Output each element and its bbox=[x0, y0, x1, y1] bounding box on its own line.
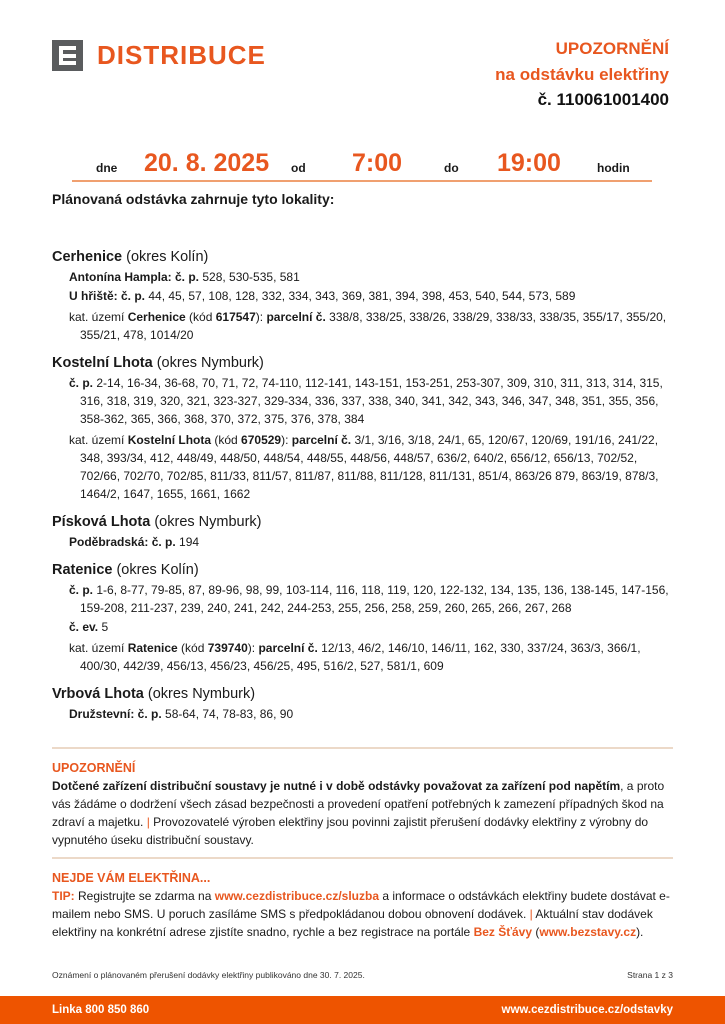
warning-text bbox=[52, 777, 677, 849]
text-segment: 2-14, 16-34, 36-68, 70, 71, 72, 74-110, 112-141, 143-151, 153-251, 253-307, 309, 310, 311, 313, 314, 315, 316, 318, 319, 320, 321, 323-327, 329-334, 336, 337, 338, 340, 341, 342, 343, 346, 347, 348, 351, 355, 356, 358-362, 365, 366, 368, 370, 372, 375, 376, 378, 384 bbox=[80, 376, 663, 426]
text-segment: (kód bbox=[211, 433, 242, 447]
text-segment: (kód bbox=[177, 641, 208, 655]
label-hodin: hodin bbox=[597, 161, 630, 175]
warning-bold: Dotčené zařízení distribuční soustavy je nutné i v době odstávky považovat za zařízení pod napětím bbox=[52, 779, 621, 793]
cadastral-line bbox=[52, 431, 677, 503]
text-segment: ): bbox=[281, 433, 292, 447]
text-segment: ): bbox=[255, 310, 267, 324]
text: ). bbox=[636, 925, 644, 939]
pipe-separator: | bbox=[529, 907, 533, 921]
localities-list bbox=[52, 247, 677, 723]
label-do: do bbox=[444, 161, 459, 175]
text-segment: Poděbradská: č. p. bbox=[69, 535, 176, 549]
label-dne: dne bbox=[96, 161, 118, 175]
cez-logo-icon bbox=[52, 40, 83, 71]
address-line bbox=[52, 705, 677, 723]
text-segment: 12/13, 46/2, 146/10, 146/11, 162, 330, 337/24, 363/3, 366/1, 400/30, 442/39, 456/13, 456/23, 456/25, 495, 516/2, 527, 581/1, 609 bbox=[80, 641, 641, 673]
locality-name: Cerhenice bbox=[52, 249, 123, 265]
date-row bbox=[72, 148, 652, 182]
pipe-separator: | bbox=[146, 815, 150, 829]
cadastral-line bbox=[52, 639, 677, 675]
text-segment: č. p. bbox=[69, 583, 94, 597]
text: Registrujte se zdarma na bbox=[74, 889, 215, 903]
outages-link[interactable]: www.cezdistribuce.cz/odstavky bbox=[501, 1004, 673, 1016]
no-power-text bbox=[52, 887, 677, 941]
text-segment: 670529 bbox=[241, 433, 282, 447]
text-segment: Cerhenice bbox=[127, 310, 186, 324]
text-segment: ): bbox=[247, 641, 259, 655]
text-segment: Družstevní: č. p. bbox=[69, 707, 162, 721]
notice-number: č. 110061001400 bbox=[537, 90, 669, 109]
text: ( bbox=[532, 925, 540, 939]
text-segment: č. p. bbox=[69, 376, 94, 390]
text-segment: 528, 530-535, 581 bbox=[199, 270, 300, 284]
text-segment: 5 bbox=[98, 620, 109, 634]
locality-name: Vrbová Lhota bbox=[52, 686, 144, 702]
text-segment: 617547 bbox=[215, 310, 256, 324]
published-note: Oznámení o plánovaném přerušení dodávky elektřiny publikováno dne 30. 7. 2025. bbox=[52, 970, 365, 980]
text-segment: parcelní č. bbox=[291, 433, 352, 447]
hotline: Linka 800 850 860 bbox=[52, 1004, 150, 1016]
outage-date: 20. 8. 2025 bbox=[144, 149, 270, 177]
text-segment: kat. území bbox=[69, 310, 128, 324]
text-segment: 44, 45, 57, 108, 128, 332, 334, 343, 369, 381, 394, 398, 453, 540, 544, 573, 589 bbox=[145, 289, 576, 303]
locality-heading bbox=[52, 353, 677, 373]
notice-title: UPOZORNĚNÍ bbox=[555, 39, 669, 58]
locality-heading bbox=[52, 560, 677, 580]
logo-text: DISTRIBUCE bbox=[97, 40, 266, 70]
text-segment: 739740 bbox=[207, 641, 248, 655]
locality-district: (okres Nymburk) bbox=[143, 686, 256, 702]
warning-title: UPOZORNĚNÍ bbox=[52, 761, 136, 775]
address-line bbox=[52, 618, 677, 636]
address-line bbox=[52, 533, 677, 551]
text-segment: 338/8, 338/25, 338/26, 338/29, 338/33, 338/35, 355/17, 355/20, 355/21, 478, 1014/20 bbox=[80, 310, 667, 342]
locality-district: (okres Nymburk) bbox=[150, 514, 262, 530]
footer-bar bbox=[0, 996, 725, 1024]
localities-intro: Plánovaná odstávka zahrnuje tyto lokality: bbox=[52, 191, 335, 207]
locality-name: Ratenice bbox=[52, 562, 113, 578]
text-segment: kat. území bbox=[69, 641, 128, 655]
address-line bbox=[52, 287, 677, 305]
warning-text-2: Provozovatelé výroben elektřiny jsou povinni zajistit přerušení dodávky elektřiny z výrobny do vypnutého úseku distribuční soustavy. bbox=[52, 815, 649, 847]
text-segment: 3/1, 3/16, 3/18, 24/1, 65, 120/67, 120/69, 191/16, 241/22, 348, 393/34, 412, 448/49, 448/50, 448/54, 448/55, 448/56, 448/57, 636/2, 640/2, 656/12, 656/13, 702/52, 702/66, 702/70, 702/85, 811/33, 811/57, 811/87, 811/88, 811/128, 811/131, 851/4, 863/26 879, 863/19, 878/3, 1464/2, 1647, 1655, 1661, 1662 bbox=[80, 433, 659, 501]
text-segment: 58-64, 74, 78-83, 86, 90 bbox=[161, 707, 294, 721]
service-link[interactable]: www.cezdistribuce.cz/sluzba bbox=[214, 889, 380, 903]
text-segment: 194 bbox=[175, 535, 200, 549]
no-power-title: NEJDE VÁM ELEKTŘINA... bbox=[52, 871, 211, 885]
text-segment: parcelní č. bbox=[266, 310, 326, 324]
text-segment: Kostelní Lhota bbox=[127, 433, 212, 447]
time-from: 7:00 bbox=[352, 149, 403, 177]
time-to: 19:00 bbox=[497, 149, 561, 177]
portal-name: Bez Šťávy bbox=[473, 925, 533, 939]
locality-district: (okres Kolín) bbox=[112, 562, 199, 578]
text-segment: kat. území bbox=[69, 433, 128, 447]
divider bbox=[52, 857, 673, 859]
tip-label: TIP: bbox=[52, 889, 75, 903]
address-line bbox=[52, 581, 677, 617]
locality-heading bbox=[52, 512, 677, 532]
bezstavy-link[interactable]: www.bezstavy.cz bbox=[539, 925, 637, 939]
warning-text-1: , a proto vás žádáme o dodržení všech zásad bezpečnosti a provedení opatření potřebných k zamezení případných škod na zdraví a majetku. bbox=[52, 779, 665, 829]
text-segment: č. ev. bbox=[69, 620, 99, 634]
address-line bbox=[52, 268, 677, 286]
divider bbox=[52, 747, 673, 749]
notice-subtitle: na odstávku elektřiny bbox=[495, 65, 669, 84]
locality-name: Písková Lhota bbox=[52, 514, 151, 530]
cadastral-line bbox=[52, 308, 677, 344]
locality-district: (okres Nymburk) bbox=[152, 355, 264, 371]
page-number: Strana 1 z 3 bbox=[627, 970, 673, 980]
address-line bbox=[52, 374, 677, 428]
text-segment: parcelní č. bbox=[258, 641, 318, 655]
label-od: od bbox=[291, 161, 306, 175]
text: Aktuální stav dodávek elektřiny na konkrétní adrese zjistíte snadno, rychle a bez registrace na portále bbox=[52, 907, 653, 939]
text-segment: (kód bbox=[185, 310, 216, 324]
locality-heading bbox=[52, 247, 677, 267]
text-segment: U hřiště: č. p. bbox=[69, 289, 146, 303]
text-segment: Ratenice bbox=[127, 641, 178, 655]
locality-name: Kostelní Lhota bbox=[52, 355, 153, 371]
text-segment: 1-6, 8-77, 79-85, 87, 89-96, 98, 99, 103-114, 116, 118, 119, 120, 122-132, 134, 135, 136, 138-145, 147-156, 159-208, 211-237, 239, 240, 241, 242, 244-253, 255, 256, 258, 259, 260, 265, 266, 267, 268 bbox=[80, 583, 669, 615]
locality-heading bbox=[52, 684, 677, 704]
locality-district: (okres Kolín) bbox=[122, 249, 209, 265]
text-segment: Antonína Hampla: č. p. bbox=[69, 270, 200, 284]
text: a informace o odstávkách elektřiny budete dostávat e-mailem nebo SMS. U poruch zasíláme SMS s předpokládanou dobou obnovení dodávek. bbox=[52, 889, 670, 921]
